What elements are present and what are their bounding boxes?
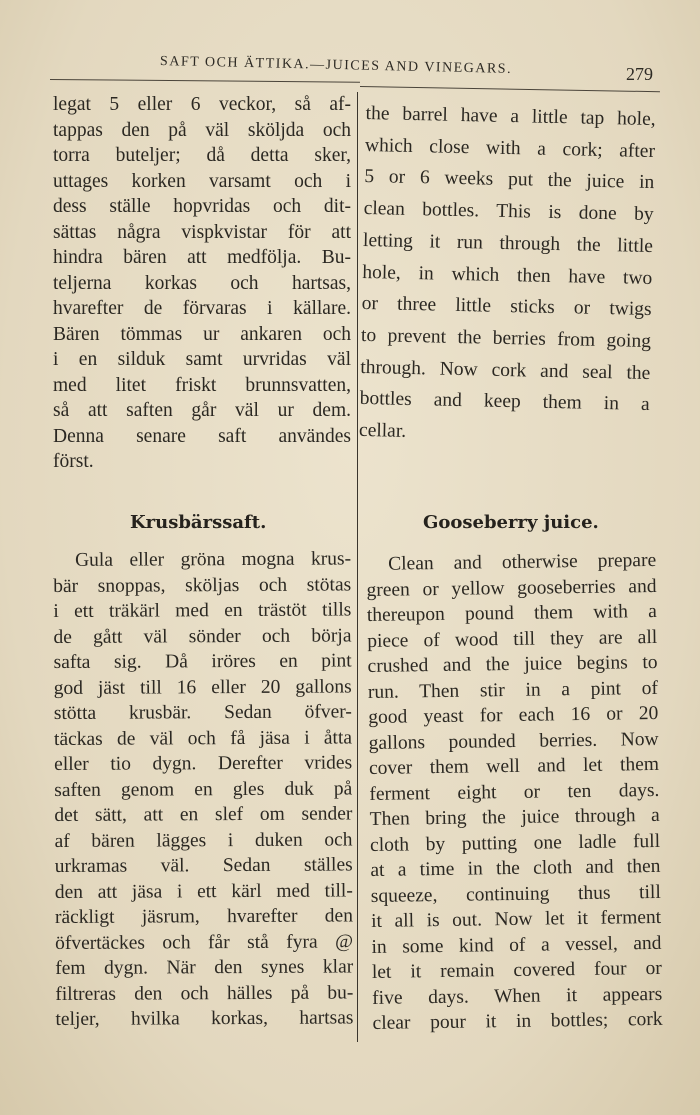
text-line: letting it run through the little bbox=[362, 229, 654, 257]
text-line: thereupon pound them with a bbox=[366, 600, 658, 626]
english-heading: Gooseberry juice. bbox=[423, 512, 599, 533]
text-line: god jäst till 16 eller 20 gallons bbox=[53, 675, 352, 699]
text-line: cloth by putting one ladle full bbox=[369, 830, 661, 856]
text-line: it all is out. Now let it ferment bbox=[371, 906, 662, 932]
text-line: safta sig. Då iröres en pint bbox=[53, 650, 352, 673]
text-line: good yeast for each 16 or 20 bbox=[368, 702, 659, 728]
text-line: i en silduk samt urvridas väl bbox=[53, 349, 351, 370]
text-line: 5 or 6 weeks put the juice in bbox=[364, 166, 655, 194]
page-number: 279 bbox=[626, 64, 653, 84]
text-line: clear pour it in bottles; cork bbox=[372, 1008, 663, 1034]
text-line: dess ställe hopvridas och dit- bbox=[53, 196, 351, 217]
text-line: så att saften går väl ur dem. bbox=[53, 400, 351, 421]
text-line: cover them well and let them bbox=[368, 753, 660, 779]
text-line: uttages korken varsamt och i bbox=[53, 170, 351, 192]
text-line: hvarefter de förvaras i källare. bbox=[53, 298, 351, 319]
text-line: tappas den på väl sköljda och bbox=[53, 119, 351, 141]
text-line: sättas några vispkvistar för att bbox=[53, 221, 351, 243]
text-line: run. Then stir in a pint of bbox=[367, 677, 659, 703]
swedish-text-top bbox=[53, 92, 351, 475]
text-line: Bären tömmas ur ankaren och bbox=[53, 323, 351, 345]
text-line: öfvertäckes och får stå fyra @ bbox=[55, 930, 354, 954]
text-line: bottles and keep them in a bbox=[359, 388, 650, 416]
text-line: först. bbox=[53, 451, 94, 472]
text-line: crushed and the juice begins to bbox=[367, 651, 658, 677]
text-line: five days. When it appears bbox=[372, 983, 663, 1009]
text-line: teljerna korkas och hartsas, bbox=[53, 272, 351, 294]
text-line: green or yellow gooseberries and bbox=[366, 575, 657, 601]
text-line: or three little sticks or twigs bbox=[361, 293, 652, 321]
text-line: eller tio dygn. Derefter vrides bbox=[54, 752, 353, 775]
text-line: to prevent the berries from going bbox=[360, 324, 652, 352]
text-line: bär snoppas, sköljas och stötas bbox=[53, 573, 352, 597]
text-line: Clean and otherwise prepare bbox=[388, 549, 657, 575]
column-divider bbox=[357, 92, 358, 1042]
text-line: cellar. bbox=[358, 419, 407, 442]
text-line: saften genom en gles duk på bbox=[54, 777, 353, 801]
text-line: squeeze, continuing thus till bbox=[370, 881, 661, 907]
text-line: det sätt, att en slef om sender bbox=[54, 803, 353, 826]
text-line: täckas de väl och få jäsa i åtta bbox=[53, 726, 353, 750]
text-line: med litet friskt brunnsvatten, bbox=[53, 374, 351, 396]
text-line: hindra bären att medfölja. Bu- bbox=[53, 247, 351, 268]
text-line: de gått väl sönder och börja bbox=[53, 624, 352, 648]
english-text-top bbox=[359, 98, 656, 453]
text-line: clean bottles. This is done by bbox=[363, 198, 654, 226]
header-rule-left bbox=[50, 79, 360, 83]
text-line: urkramas väl. Sedan ställes bbox=[54, 854, 353, 877]
english-text-bottom bbox=[366, 548, 663, 1037]
text-line: filtreras den och hälles på bu- bbox=[55, 981, 354, 1005]
text-line: af bären lägges i duken och bbox=[54, 828, 353, 852]
text-line: at a time in the cloth and then bbox=[370, 855, 661, 881]
text-line: stötta krusbär. Sedan öfver- bbox=[53, 701, 352, 724]
text-line: legat 5 eller 6 veckor, så af- bbox=[53, 94, 351, 115]
text-line: ferment eight or ten days. bbox=[369, 779, 660, 805]
text-line: Denna senare saft användes bbox=[53, 425, 351, 447]
text-line: teljer, hvilka korkas, hartsas bbox=[55, 1007, 354, 1030]
text-line: Gula eller gröna mogna krus- bbox=[75, 548, 352, 571]
running-header: SAFT OCH ÄTTIKA.—JUICES AND VINEGARS. bbox=[159, 54, 513, 77]
text-line: the barrel have a little tap hole, bbox=[365, 102, 656, 131]
text-line: piece of wood till they are all bbox=[367, 626, 658, 652]
text-line: in some kind of a vessel, and bbox=[371, 932, 662, 958]
swedish-heading: Krusbärssaft. bbox=[130, 512, 267, 533]
text-line: den att jäsa i ett kärl med till- bbox=[54, 879, 353, 903]
swedish-text-bottom bbox=[53, 546, 354, 1032]
text-line: which close with a cork; after bbox=[364, 134, 656, 162]
text-line: hole, in which then have two bbox=[362, 261, 653, 289]
text-line: let it remain covered four or bbox=[371, 957, 662, 983]
text-line: torra buteljer; då detta sker, bbox=[53, 145, 351, 166]
header-rule-right bbox=[360, 86, 660, 92]
text-line: räckligt jäsrum, hvarefter den bbox=[54, 905, 353, 928]
text-line: i ett träkärl med en trästöt tills bbox=[53, 599, 352, 622]
text-line: through. Now cork and seal the bbox=[360, 356, 651, 384]
text-line: Then bring the juice through a bbox=[369, 804, 660, 830]
text-line: gallons pounded berries. Now bbox=[368, 728, 659, 754]
text-line: fem dygn. När den synes klar bbox=[55, 956, 354, 979]
